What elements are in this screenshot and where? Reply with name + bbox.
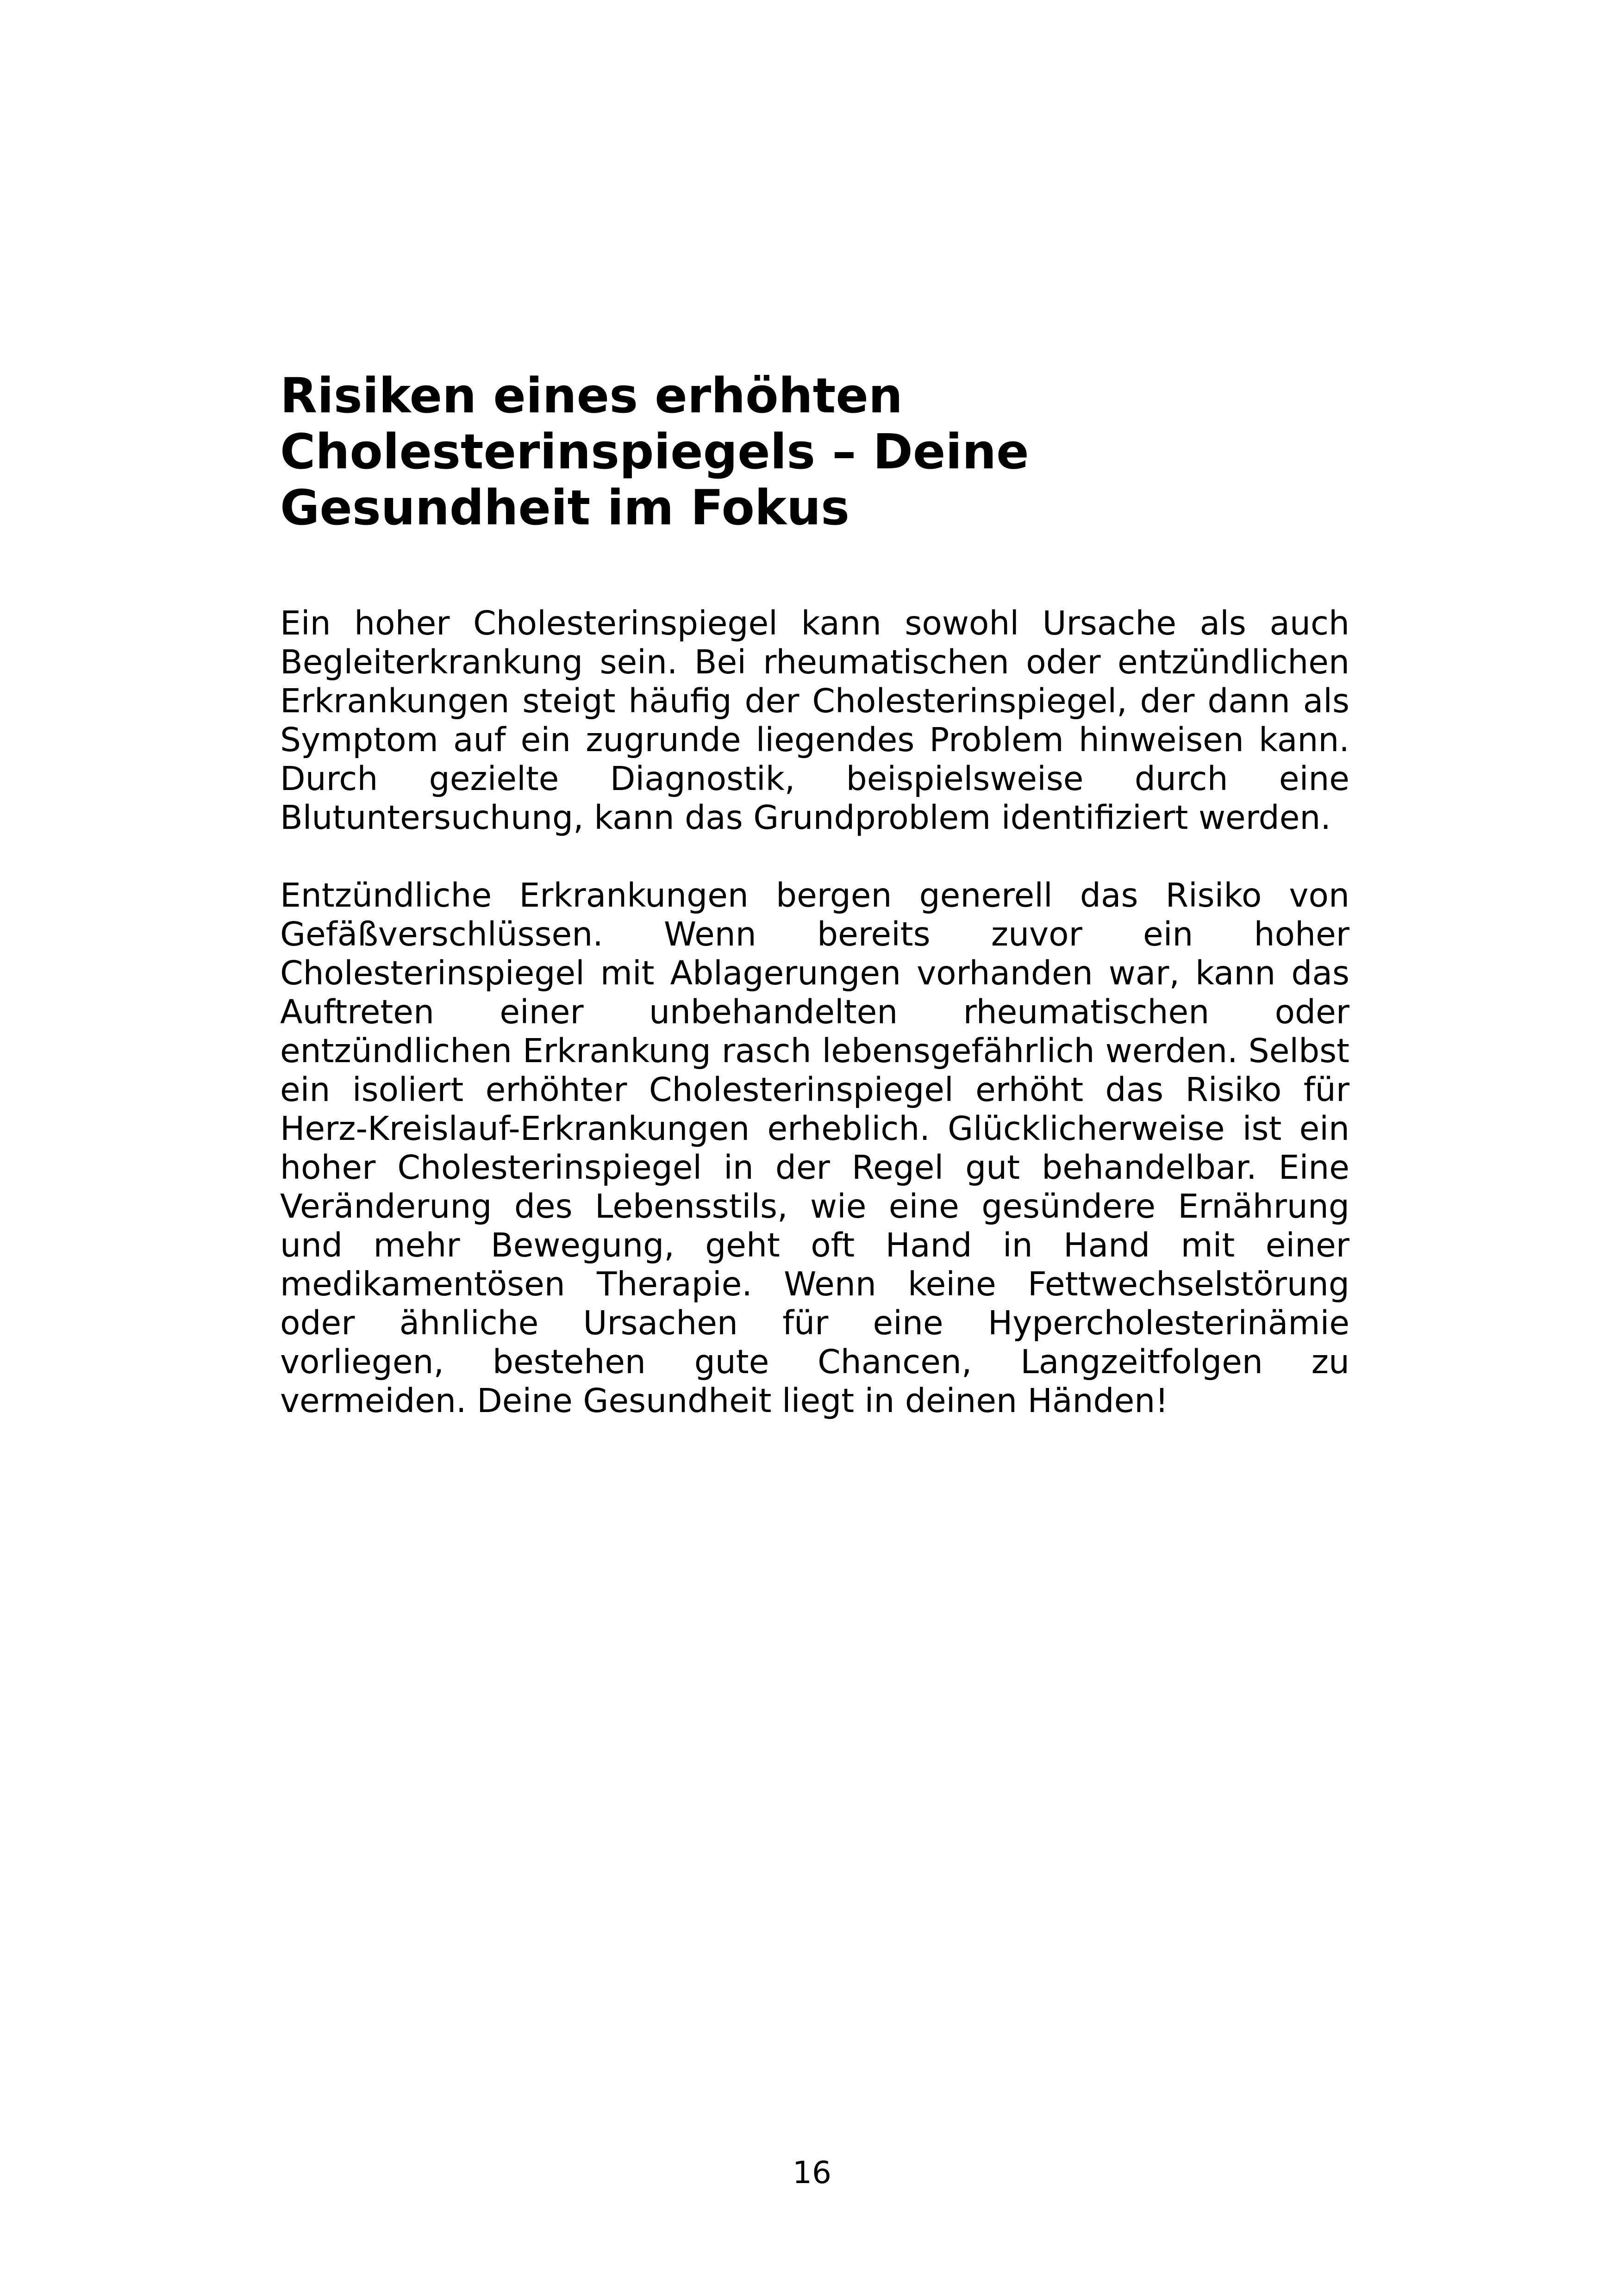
- page-number: 16: [793, 2155, 831, 2190]
- body-paragraph-2: Entzündliche Erkrankungen bergen generell das Risiko von Gefäßverschlüssen. Wenn bereits zuvor ein hoher Cholesterinspiegel mit Ablagerungen vorhanden war, kann das Auftreten einer unbehandelten rheumatischen oder entzündlichen Erkrankung rasch lebensgefährlich werden. Selbst ein isoliert erhöhter Cholesterinspiegel erhöht das Risiko für Herz-Kreislauf-Erkrankungen erheblich. Glücklicherweise ist ein hoher Cholesterinspiegel in der Regel gut behandelbar. Eine Veränderung des Lebensstils, wie eine gesündere Ernährung und mehr Bewegung, geht oft Hand in Hand mit einer medikamentösen Therapie. Wenn keine Fettwechselstörung oder ähnliche Ursachen für eine Hypercholesterinämie vorliegen, bestehen gute Chancen, Langzeitfolgen zu vermeiden. Deine Gesundheit liegt in deinen Händen!: [280, 876, 1349, 1420]
- body-paragraph-1: Ein hoher Cholesterinspiegel kann sowohl Ursache als auch Begleiterkrankung sein. Bei rheumatischen oder entzündlichen Erkrankungen steigt häufig der Cholesterinspiegel, der dann als Symptom auf ein zugrunde liegendes Problem hinweisen kann. Durch gezielte Diagnostik, beispielsweise durch eine Blutuntersuchung, kann das Grundproblem identifiziert werden.: [280, 604, 1349, 837]
- section-heading: Risiken eines erhöhten Cholesterinspiegels – Deine Gesundheit im Fokus: [280, 367, 1029, 536]
- page-content: [280, 368, 1349, 1420]
